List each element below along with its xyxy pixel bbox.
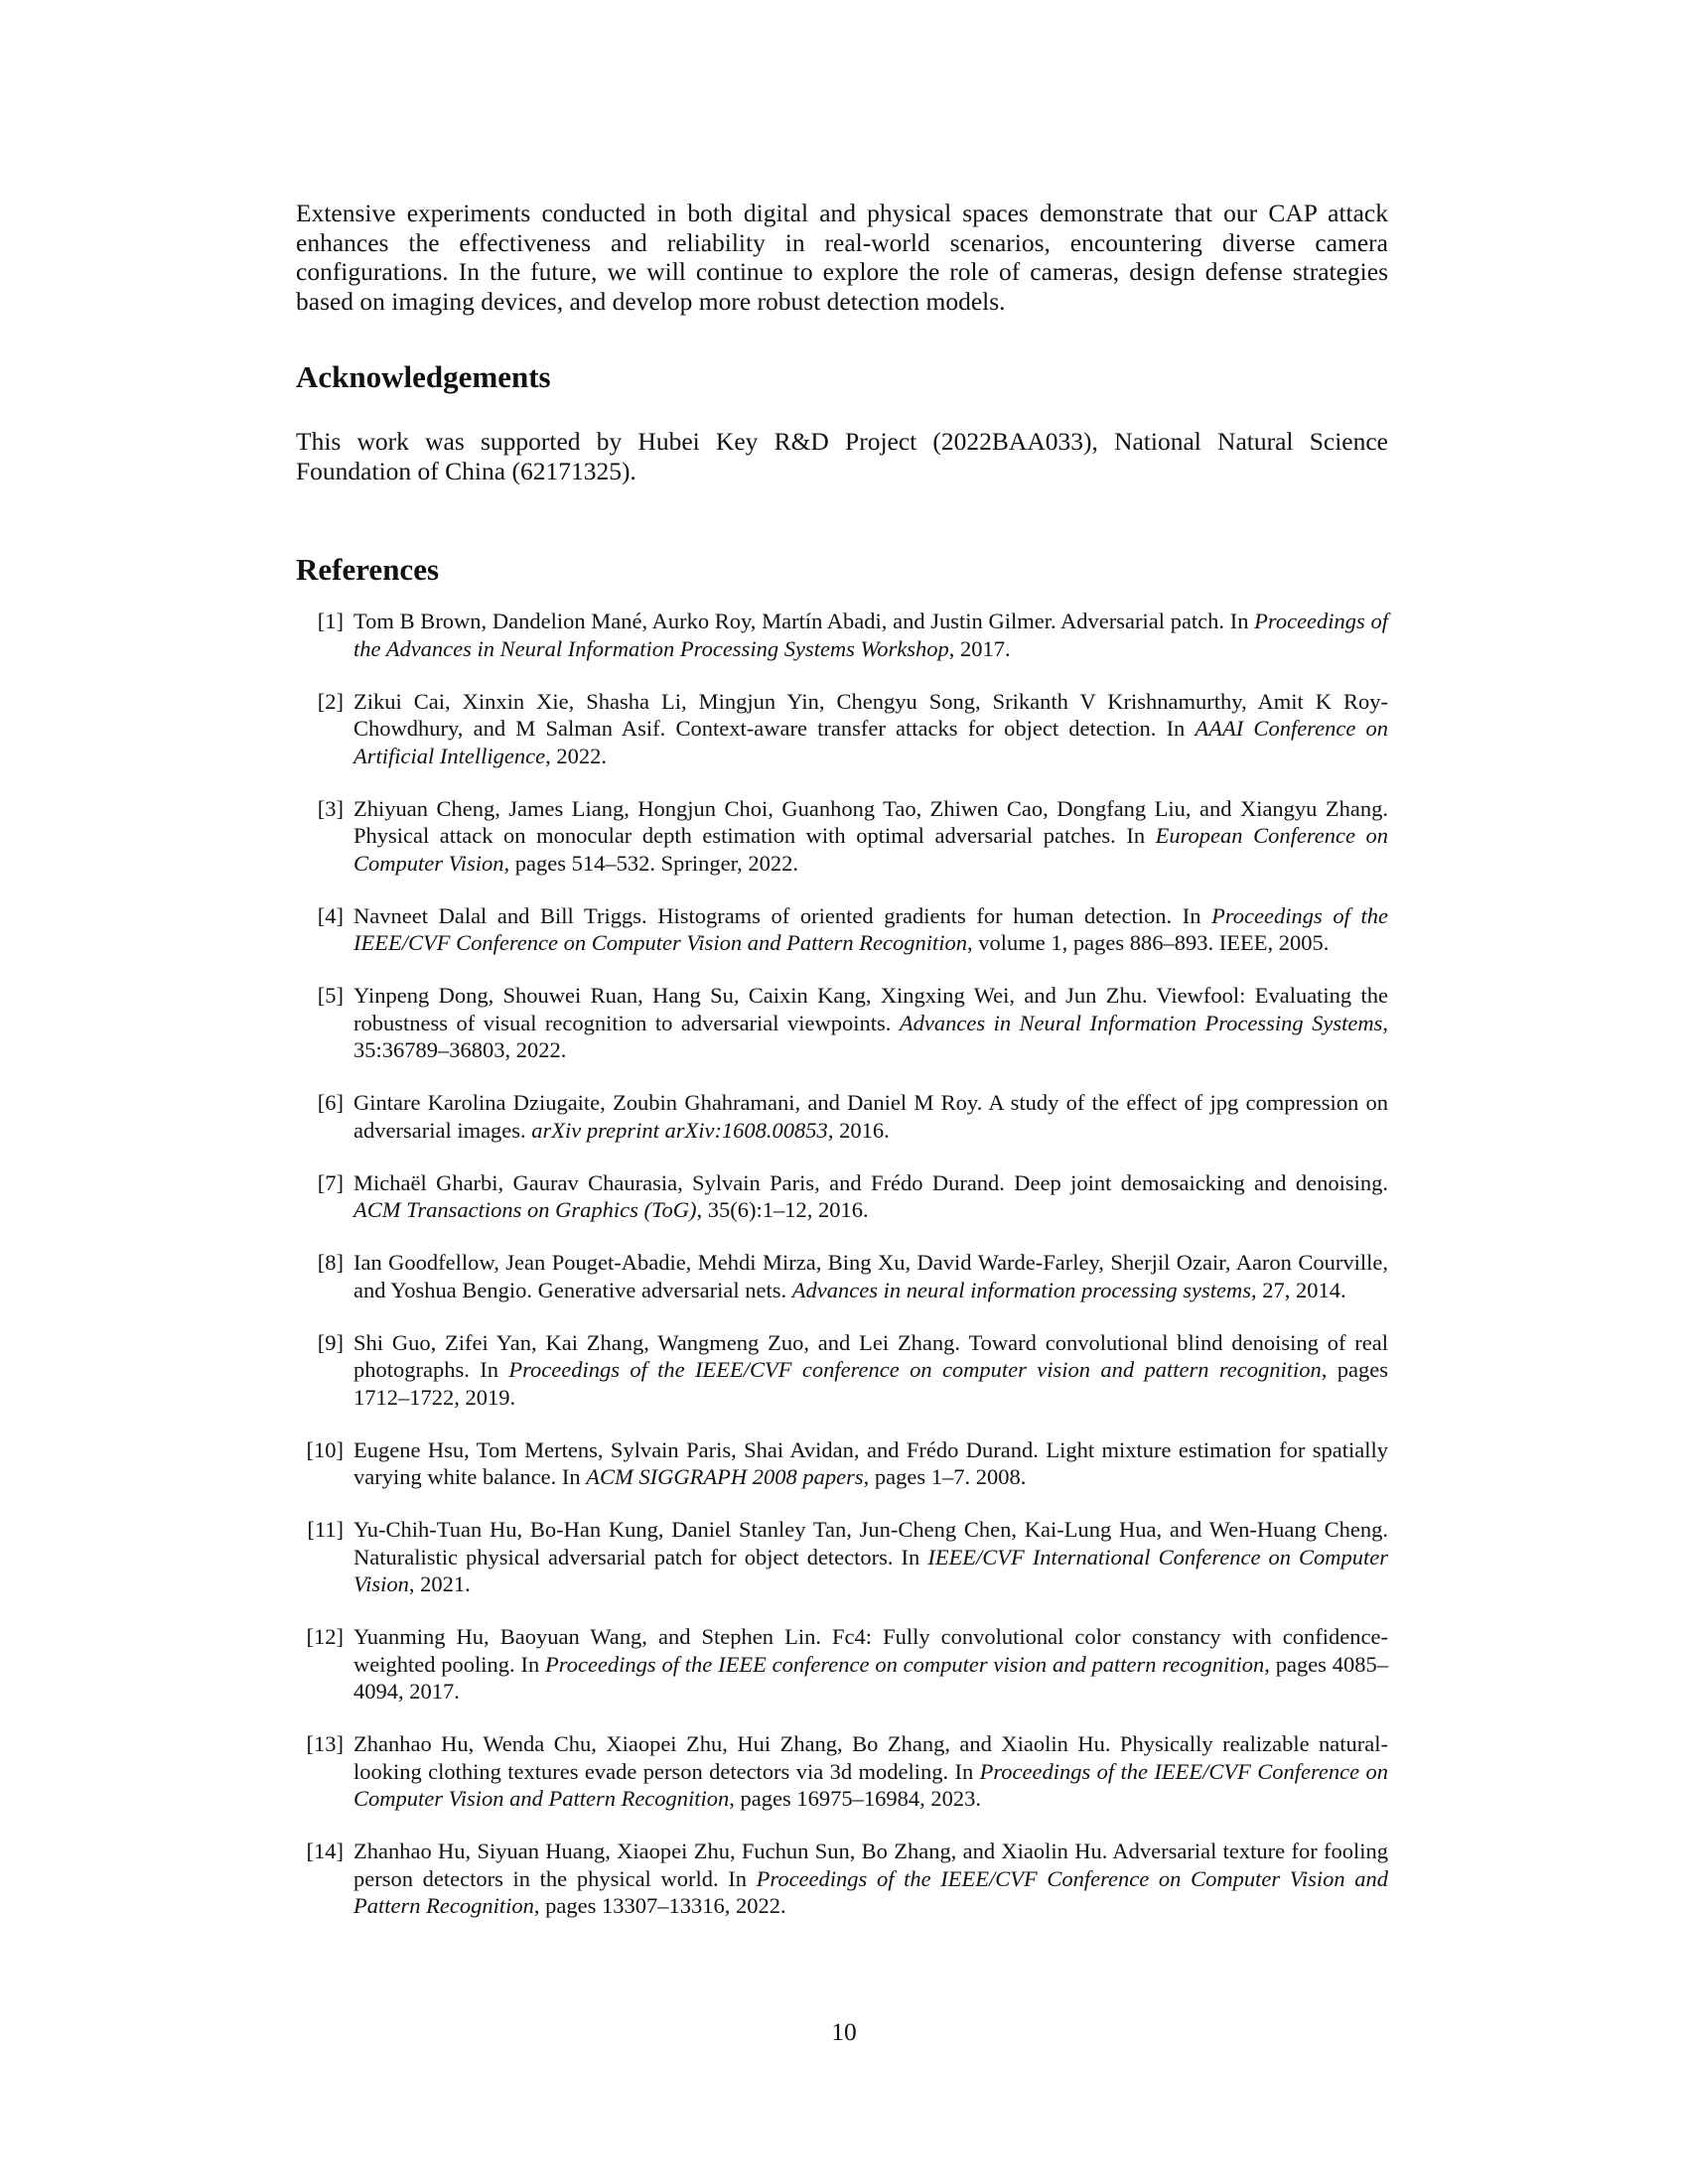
- reference-details: , 27, 2014.: [1251, 1277, 1346, 1302]
- page-number: 10: [831, 2017, 857, 2046]
- reference-details: , 2016.: [827, 1117, 890, 1143]
- reference-text: [353, 608, 1388, 662]
- reference-number: [14]: [306, 1839, 344, 1863]
- reference-item: [296, 1436, 1388, 1491]
- reference-authors-title: Yuanming Hu, Baoyuan Wang, and Stephen Lin. Fc4: Fully convolutional color constancy with confidence-weighted pooling. In: [353, 1624, 1388, 1677]
- page-content: [296, 199, 1388, 1945]
- reference-venue: Proceedings of the IEEE/CVF Conference on Computer Vision and Pattern Recognition: [353, 902, 1388, 955]
- reference-text: [353, 1730, 1388, 1813]
- reference-text: [353, 1089, 1388, 1144]
- reference-item: [296, 795, 1388, 878]
- reference-venue: IEEE/CVF International Conference on Computer Vision: [353, 1544, 1388, 1596]
- reference-venue: Proceedings of the Advances in Neural Information Processing Systems Workshop: [353, 609, 1388, 661]
- reference-text: [353, 688, 1388, 770]
- reference-number: [1]: [317, 609, 344, 633]
- reference-text: [353, 1516, 1388, 1598]
- reference-text: [353, 795, 1388, 878]
- reference-text: [353, 1838, 1388, 1920]
- reference-number: [9]: [317, 1329, 344, 1355]
- reference-list: [296, 608, 1388, 1920]
- reference-number: [5]: [317, 983, 344, 1008]
- reference-item: [296, 608, 1388, 662]
- reference-item: [296, 1249, 1388, 1303]
- reference-item: [296, 1730, 1388, 1813]
- reference-details: , pages 514–532. Springer, 2022.: [503, 850, 799, 876]
- reference-number: [11]: [307, 1517, 344, 1542]
- reference-venue: AAAI Conference on Artificial Intelligence: [353, 716, 1389, 768]
- reference-details: , 2021.: [408, 1571, 471, 1596]
- reference-text: [353, 1436, 1388, 1491]
- reference-details: , 2022.: [545, 743, 607, 768]
- reference-number: [10]: [306, 1436, 344, 1462]
- reference-venue: ACM Transactions on Graphics (ToG): [353, 1197, 697, 1222]
- reference-authors-title: Shi Guo, Zifei Yan, Kai Zhang, Wangmeng Zuo, and Lei Zhang. Toward convolutional blind denoising of real photographs. In: [353, 1329, 1388, 1382]
- reference-number: [3]: [317, 795, 344, 821]
- reference-text: [353, 1169, 1388, 1224]
- reference-details: , 2017.: [948, 635, 1011, 661]
- reference-venue: ACM SIGGRAPH 2008 papers: [586, 1464, 864, 1489]
- reference-authors-title: Gintare Karolina Dziugaite, Zoubin Ghahramani, and Daniel M Roy. A study of the effect of jpg compression on adversarial images.: [353, 1090, 1388, 1143]
- reference-venue: European Conference on Computer Vision: [353, 823, 1389, 876]
- reference-item: [296, 902, 1388, 957]
- reference-number: [8]: [317, 1250, 344, 1275]
- reference-venue: Proceedings of the IEEE/CVF Conference on Computer Vision and Pattern Recognition: [353, 1758, 1388, 1811]
- reference-authors-title: Michaël Gharbi, Gaurav Chaurasia, Sylvain Paris, and Frédo Durand. Deep joint demosaicking and denoising.: [353, 1169, 1388, 1195]
- reference-text: [353, 982, 1388, 1064]
- reference-text: [353, 1329, 1388, 1412]
- reference-details: , pages 1–7. 2008.: [863, 1464, 1027, 1489]
- reference-text: [353, 902, 1388, 957]
- reference-venue: arXiv preprint arXiv:1608.00853: [531, 1117, 828, 1143]
- acknowledgements-heading: Acknowledgements: [296, 359, 551, 394]
- conclusion-paragraph: Extensive experiments conducted in both digital and physical spaces demonstrate that our CAP attack enhances the effectiveness and reliability in real-world scenarios, encountering diverse camera configurations. In the future, we will continue to explore the role of cameras, design defense strategies based on imaging devices, and develop more robust detection models.: [296, 199, 1388, 316]
- reference-item: [296, 688, 1388, 770]
- acknowledgements-text: This work was supported by Hubei Key R&D Project (2022BAA033), National Natural Science Foundation of China (62171325).: [296, 427, 1388, 485]
- reference-authors-title: Tom B Brown, Dandelion Mané, Aurko Roy, Martín Abadi, and Justin Gilmer. Adversarial patch. In: [353, 609, 1255, 633]
- reference-number: [7]: [317, 1169, 344, 1195]
- reference-venue: Proceedings of the IEEE conference on computer vision and pattern recognition: [545, 1651, 1265, 1677]
- reference-number: [2]: [317, 688, 344, 714]
- reference-details: , pages 4085–4094, 2017.: [353, 1651, 1388, 1704]
- reference-venue: Advances in neural information processing systems: [791, 1277, 1252, 1302]
- reference-text: [353, 1249, 1388, 1303]
- reference-authors-title: Zhanhao Hu, Wenda Chu, Xiaopei Zhu, Hui Zhang, Bo Zhang, and Xiaolin Hu. Physically realizable natural-looking clothing textures evade person detectors via 3d modeling. In: [353, 1731, 1388, 1784]
- reference-authors-title: Zhiyuan Cheng, James Liang, Hongjun Choi, Guanhong Tao, Zhiwen Cao, Dongfang Liu, and Xiangyu Zhang. Physical attack on monocular depth estimation with optimal adversarial patches. In: [353, 795, 1388, 848]
- reference-venue: Proceedings of the IEEE/CVF conference on computer vision and pattern recognition: [508, 1357, 1322, 1382]
- reference-authors-title: Zikui Cai, Xinxin Xie, Shasha Li, Mingjun Yin, Chengyu Song, Srikanth V Krishnamurthy, Amit K Roy-Chowdhury, and M Salman Asif. Context-aware transfer attacks for object detection. In: [353, 688, 1388, 741]
- reference-number: [13]: [306, 1731, 344, 1756]
- reference-item: [296, 1623, 1388, 1706]
- reference-details: , pages 16975–16984, 2023.: [729, 1786, 982, 1811]
- reference-number: [4]: [317, 902, 344, 928]
- reference-authors-title: Ian Goodfellow, Jean Pouget-Abadie, Mehdi Mirza, Bing Xu, David Warde-Farley, Sherjil Ozair, Aaron Courville, and Yoshua Bengio. Generative adversarial nets.: [353, 1250, 1388, 1302]
- reference-authors-title: Navneet Dalal and Bill Triggs. Histograms of oriented gradients for human detection. In: [353, 902, 1212, 928]
- reference-item: [296, 1516, 1388, 1598]
- reference-details: , 35(6):1–12, 2016.: [696, 1197, 869, 1222]
- reference-details: , pages 13307–13316, 2022.: [533, 1893, 786, 1918]
- reference-details: , volume 1, pages 886–893. IEEE, 2005.: [967, 930, 1330, 955]
- reference-authors-title: Yu-Chih-Tuan Hu, Bo-Han Kung, Daniel Stanley Tan, Jun-Cheng Chen, Kai-Lung Hua, and Wen-Huang Cheng. Naturalistic physical adversarial patch for object detectors. In: [353, 1517, 1388, 1570]
- reference-venue: Proceedings of the IEEE/CVF Conference on Computer Vision and Pattern Recognition: [353, 1865, 1388, 1918]
- references-heading: References: [296, 552, 440, 587]
- reference-number: [12]: [306, 1624, 344, 1649]
- reference-number: [6]: [317, 1090, 344, 1115]
- reference-item: [296, 1169, 1388, 1224]
- reference-item: [296, 1838, 1388, 1920]
- reference-authors-title: Zhanhao Hu, Siyuan Huang, Xiaopei Zhu, Fuchun Sun, Bo Zhang, and Xiaolin Hu. Adversarial texture for fooling person detectors in the physical world. In: [353, 1839, 1388, 1891]
- reference-details: , pages 1712–1722, 2019.: [353, 1357, 1388, 1410]
- reference-authors-title: Eugene Hsu, Tom Mertens, Sylvain Paris, Shai Avidan, and Frédo Durand. Light mixture estimation for spatially varying white balance. In: [353, 1436, 1388, 1489]
- reference-authors-title: Yinpeng Dong, Shouwei Ruan, Hang Su, Caixin Kang, Xingxing Wei, and Jun Zhu. Viewfool: Evaluating the robustness of visual recognition to adversarial viewpoints.: [353, 983, 1388, 1035]
- reference-item: [296, 1329, 1388, 1412]
- reference-venue: Advances in Neural Information Processing Systems: [899, 1010, 1383, 1035]
- reference-item: [296, 1089, 1388, 1144]
- reference-item: [296, 982, 1388, 1064]
- reference-details: , 35:36789–36803, 2022.: [353, 1010, 1388, 1062]
- reference-text: [353, 1623, 1388, 1706]
